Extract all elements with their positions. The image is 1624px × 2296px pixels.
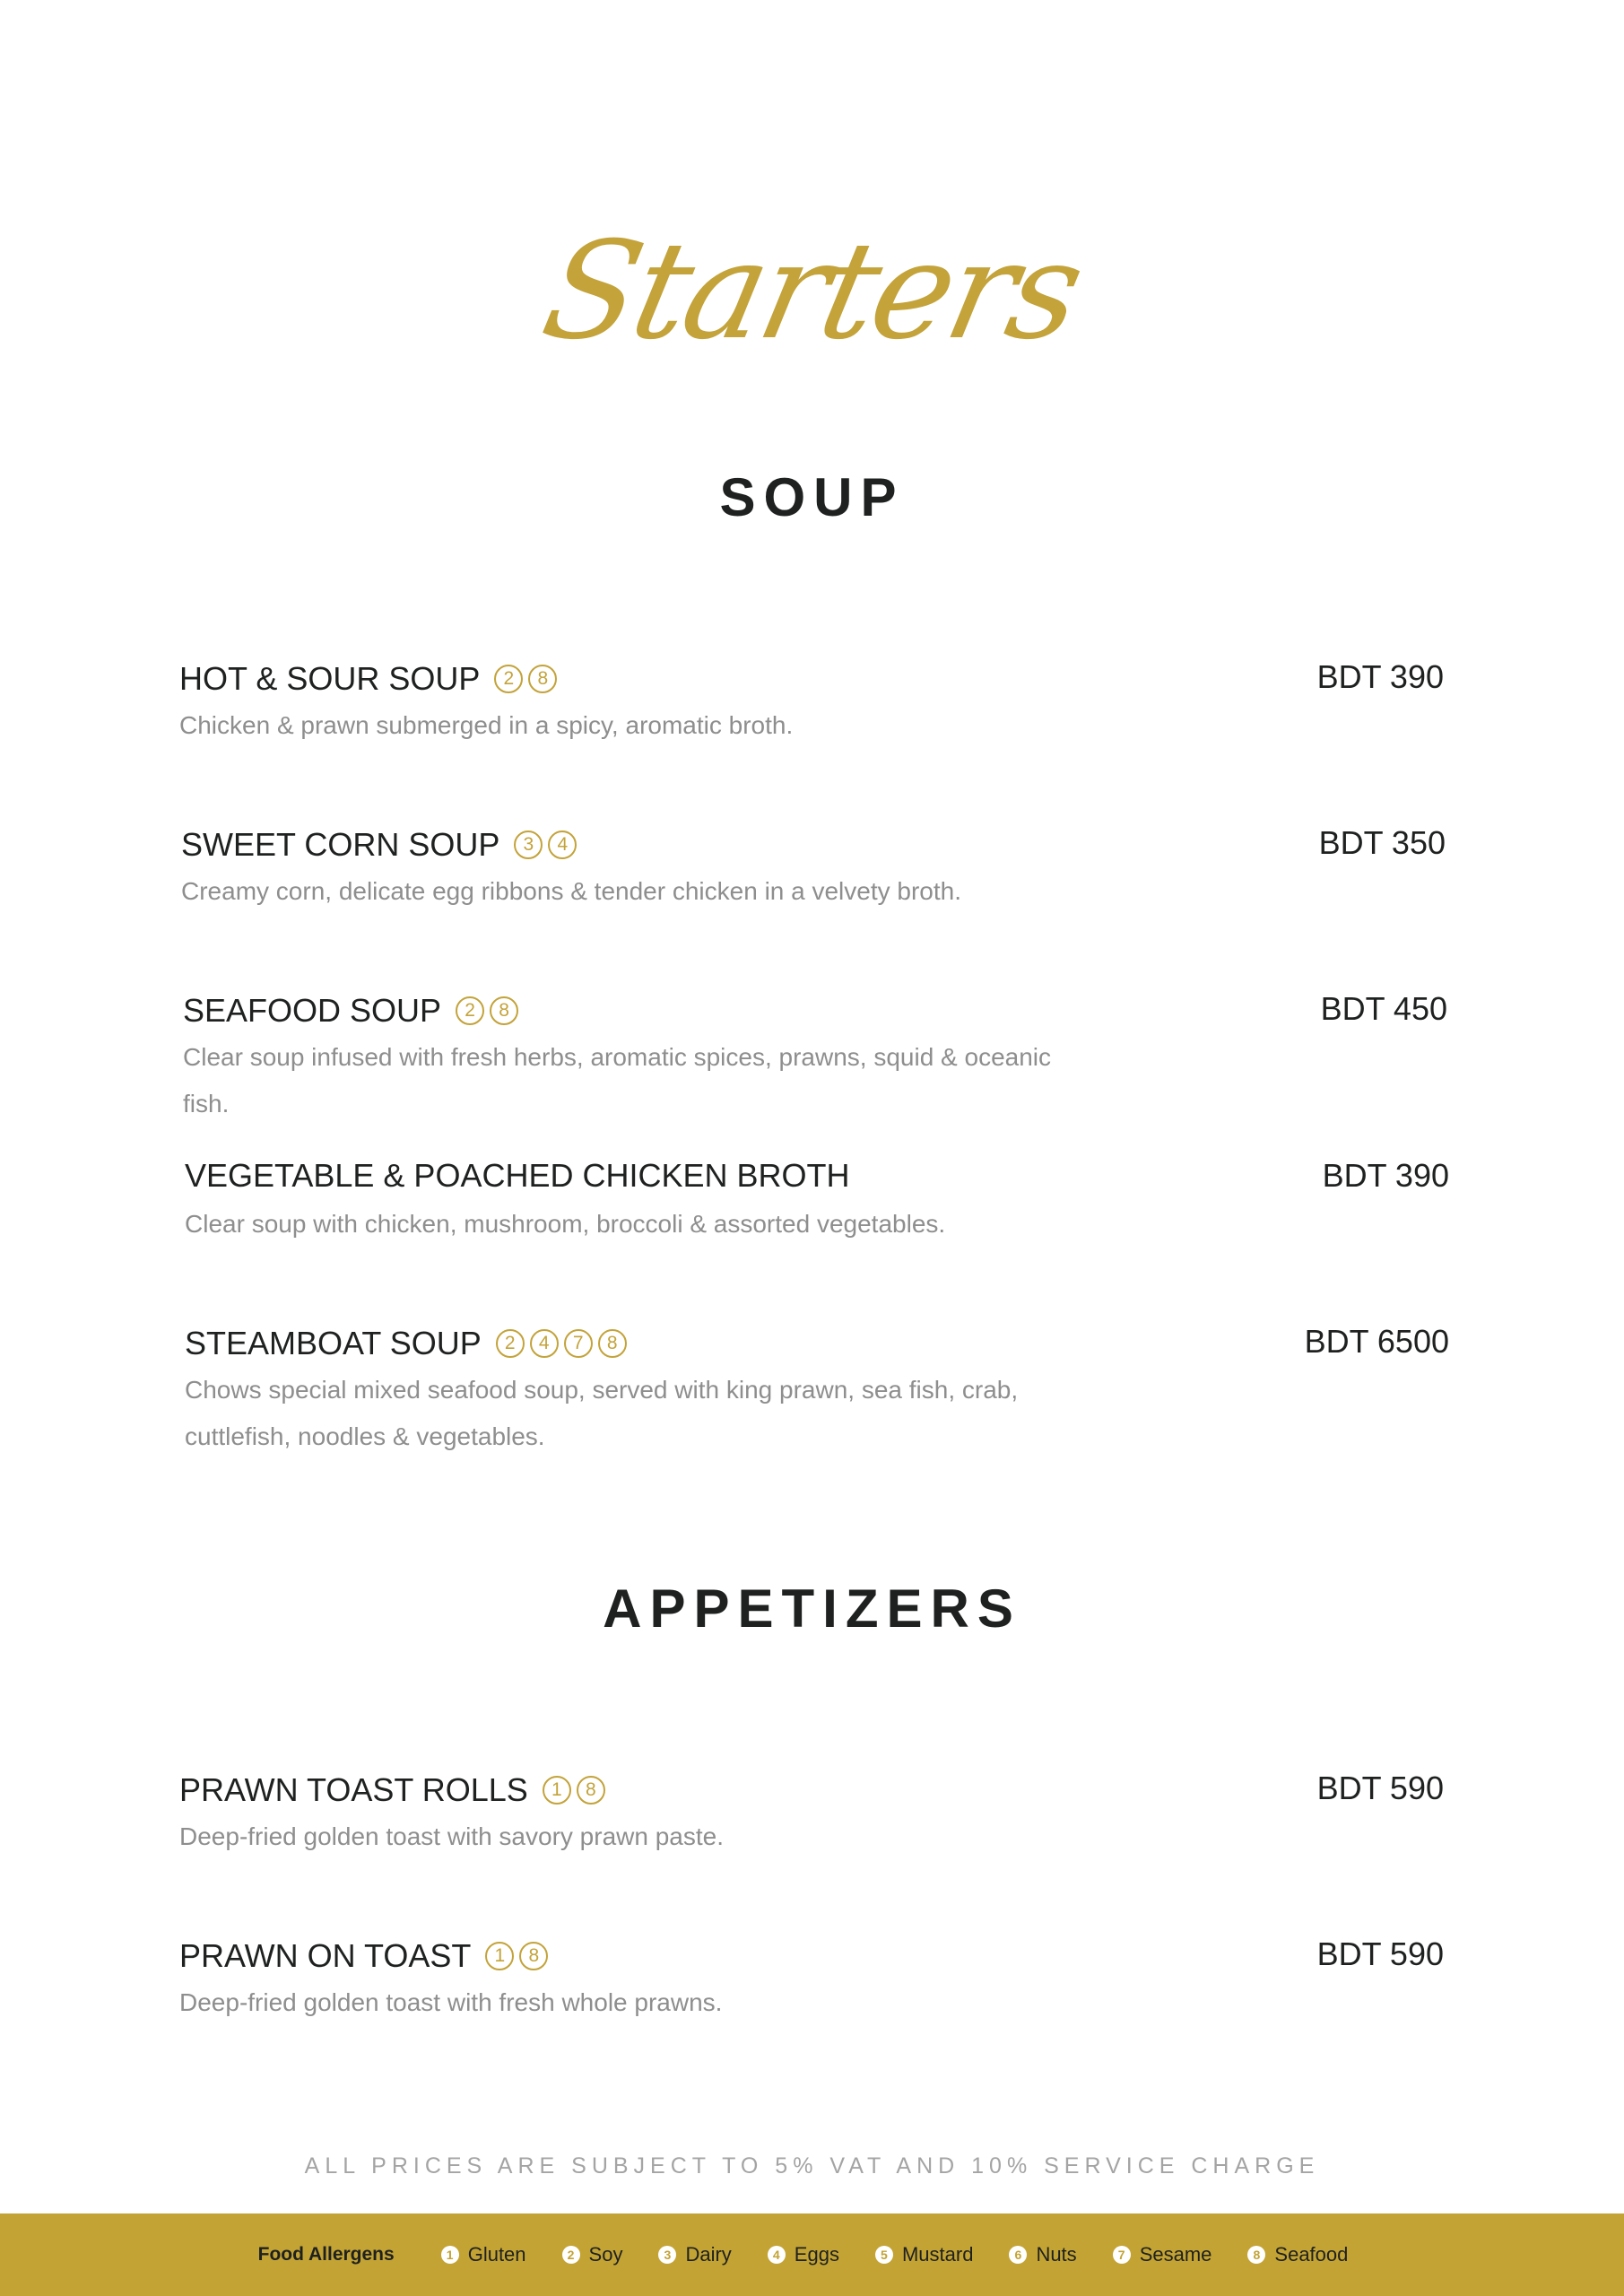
item-name: VEGETABLE & POACHED CHICKEN BROTH [185,1157,850,1194]
item-price: BDT 350 [1318,824,1446,861]
item-name: SWEET CORN SOUP [181,826,500,863]
item-description: Clear soup with chicken, mushroom, broccoli & assorted vegetables. [185,1210,946,1238]
item-name: HOT & SOUR SOUP [179,660,481,697]
allergen-badge: 8 [519,1942,548,1970]
item-name-row [179,1935,553,1976]
allergen-badge: 2 [494,665,523,693]
allergen-badge: 8 [598,1329,627,1358]
allergen-number: 5 [875,2246,893,2264]
allergen-badge: 8 [577,1776,605,1805]
item-name-row [179,1769,611,1810]
allergen-label: Nuts [1036,2243,1077,2266]
allergen-badge: 1 [485,1942,514,1970]
allergen-badges [514,823,582,863]
allergen-number: 3 [658,2246,676,2264]
item-price: BDT 390 [1322,1157,1449,1194]
item-description: Creamy corn, delicate egg ribbons & tender chicken in a velvety broth. [181,877,962,905]
item-name-row [185,1156,864,1196]
allergen-badges [485,1935,553,1974]
allergen-badges [543,1769,611,1808]
item-name-row [185,1322,632,1363]
allergen-badge: 4 [548,831,577,859]
allergen-label: Mustard [901,2243,974,2266]
section-heading-soup: SOUP [719,467,905,527]
item-name-row [183,989,524,1031]
allergen-entry-soy [562,2243,623,2266]
allergen-badge: 7 [564,1329,593,1358]
allergen-label: Gluten [467,2243,526,2266]
allergen-legend-title: Food Allergens [257,2244,395,2265]
item-description: Chicken & prawn submerged in a spicy, aromatic broth. [179,711,794,739]
item-name: SEAFOOD SOUP [183,992,442,1029]
allergen-entry-gluten [441,2243,526,2266]
item-price: BDT 6500 [1304,1323,1449,1360]
allergen-label: Dairy [685,2243,732,2266]
allergen-number: 8 [1247,2246,1265,2264]
allergen-entry-seafood [1247,2243,1348,2266]
allergen-legend-bar [0,2213,1624,2296]
price-footnote: ALL PRICES ARE SUBJECT TO 5% VAT AND 10% SERVICE CHARGE [304,2153,1320,2179]
allergen-entry-mustard [875,2243,973,2266]
item-description: Clear soup infused with fresh herbs, aromatic spices, prawns, squid & oceanic fish. [183,1043,1052,1118]
allergen-label: Seafood [1274,2243,1349,2266]
item-name-row [179,657,562,699]
allergen-badge: 8 [528,665,557,693]
item-name: STEAMBOAT SOUP [185,1325,482,1361]
item-description: Chows special mixed seafood soup, served with king prawn, sea fish, crab, cuttlefish, noodles & vegetables. [185,1376,1019,1450]
item-name: PRAWN TOAST ROLLS [179,1771,528,1808]
allergen-entry-sesame [1113,2243,1212,2266]
allergen-label: Soy [588,2243,623,2266]
item-price: BDT 390 [1316,658,1444,695]
allergen-label: Eggs [794,2243,839,2266]
allergen-badge: 2 [496,1329,525,1358]
item-description: Deep-fried golden toast with savory prawn paste. [179,1822,724,1850]
allergen-number: 2 [562,2246,580,2264]
allergen-number: 7 [1113,2246,1131,2264]
item-name-row [181,823,582,865]
item-price: BDT 450 [1320,990,1447,1027]
page-title: Starters [531,213,1093,370]
item-name: PRAWN ON TOAST [179,1937,472,1974]
allergen-badge: 8 [490,996,518,1025]
allergen-number: 4 [768,2246,786,2264]
allergen-badges [494,657,562,697]
section-heading-appetizers: APPETIZERS [603,1578,1021,1639]
allergen-entry-dairy [658,2243,731,2266]
allergen-badge: 4 [530,1329,559,1358]
item-price: BDT 590 [1316,1770,1444,1806]
allergen-badge: 2 [456,996,484,1025]
allergen-entry-nuts [1009,2243,1076,2266]
allergen-number: 1 [441,2246,459,2264]
allergen-badge: 3 [514,831,543,859]
allergen-entry-eggs [768,2243,839,2266]
item-description: Deep-fried golden toast with fresh whole prawns. [179,1988,723,2016]
allergen-badges [496,1322,632,1361]
allergen-badges [456,989,524,1029]
allergen-badge: 1 [543,1776,571,1805]
allergen-label: Sesame [1139,2243,1212,2266]
allergen-number: 6 [1009,2246,1027,2264]
item-price: BDT 590 [1316,1935,1444,1972]
